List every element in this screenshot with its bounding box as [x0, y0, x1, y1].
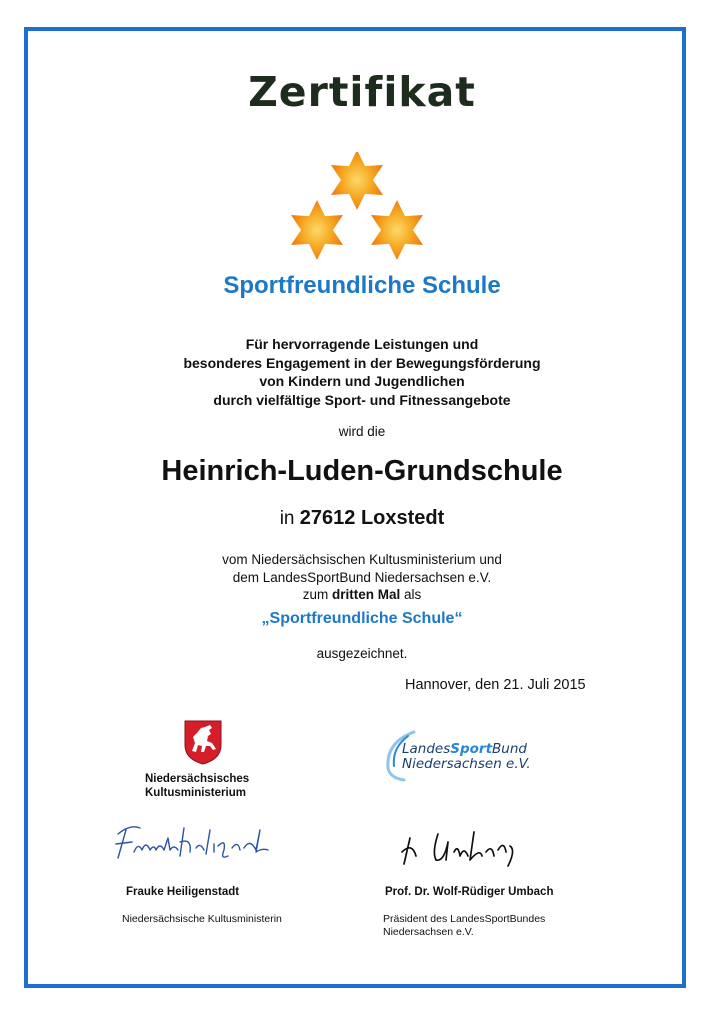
three-stars-emblem [275, 152, 440, 270]
awarded-by-line: zum dritten Mal als [302, 587, 422, 602]
signatory-right-role: Präsident des LandesSportBundes Niedersachsen e.V. [383, 913, 546, 938]
signatory-right-name: Prof. Dr. Wolf-Rüdiger Umbach [385, 886, 554, 898]
awarded-by-line: vom Niedersächsischen Kultusministerium und [222, 552, 502, 567]
reason-line: besonderes Engagement in der Bewegungsförderung [183, 354, 541, 371]
ministry-name: Niedersächsisches Kultusministerium [145, 773, 250, 799]
reason-line: durch vielfältige Sport- und Fitnessangebote [213, 391, 511, 408]
school-location [0, 507, 724, 530]
school-name: Heinrich-Luden-Grundschule [161, 455, 563, 487]
signature-left [110, 820, 280, 865]
signatory-left-name: Frauke Heiligenstadt [126, 886, 240, 898]
landessportbund-logo-text: LandesSportBund Niedersachsen e.V. [402, 741, 531, 772]
reason-text [0, 335, 724, 409]
certificate-title: Zertifikat [248, 68, 476, 116]
location-prefix: in [279, 508, 295, 529]
awarded-by-text [0, 551, 724, 604]
reason-line: von Kindern und Jugendlichen [259, 373, 465, 389]
awarded-by-line: dem LandesSportBund Niedersachsen e.V. [232, 569, 492, 585]
certificate-subtitle: Sportfreundliche Schule [223, 272, 501, 299]
signature-right [398, 822, 528, 872]
wird-die-text: wird die [338, 424, 386, 439]
times-awarded: dritten Mal [331, 587, 401, 602]
signatory-left-role: Niedersächsische Kultusministerin [122, 913, 282, 925]
award-title-quote: „Sportfreundliche Schule“ [261, 610, 463, 627]
star-top-icon [331, 152, 383, 210]
star-right-icon [371, 200, 423, 260]
star-left-icon [291, 200, 343, 260]
reason-line: Für hervorragende Leistungen und [245, 336, 479, 352]
location-place: 27612 Loxstedt [299, 507, 445, 529]
ausgezeichnet-text: ausgezeichnet. [316, 646, 408, 661]
lower-saxony-horse-crest-icon [183, 719, 223, 765]
place-date: Hannover, den 21. Juli 2015 [405, 677, 586, 693]
